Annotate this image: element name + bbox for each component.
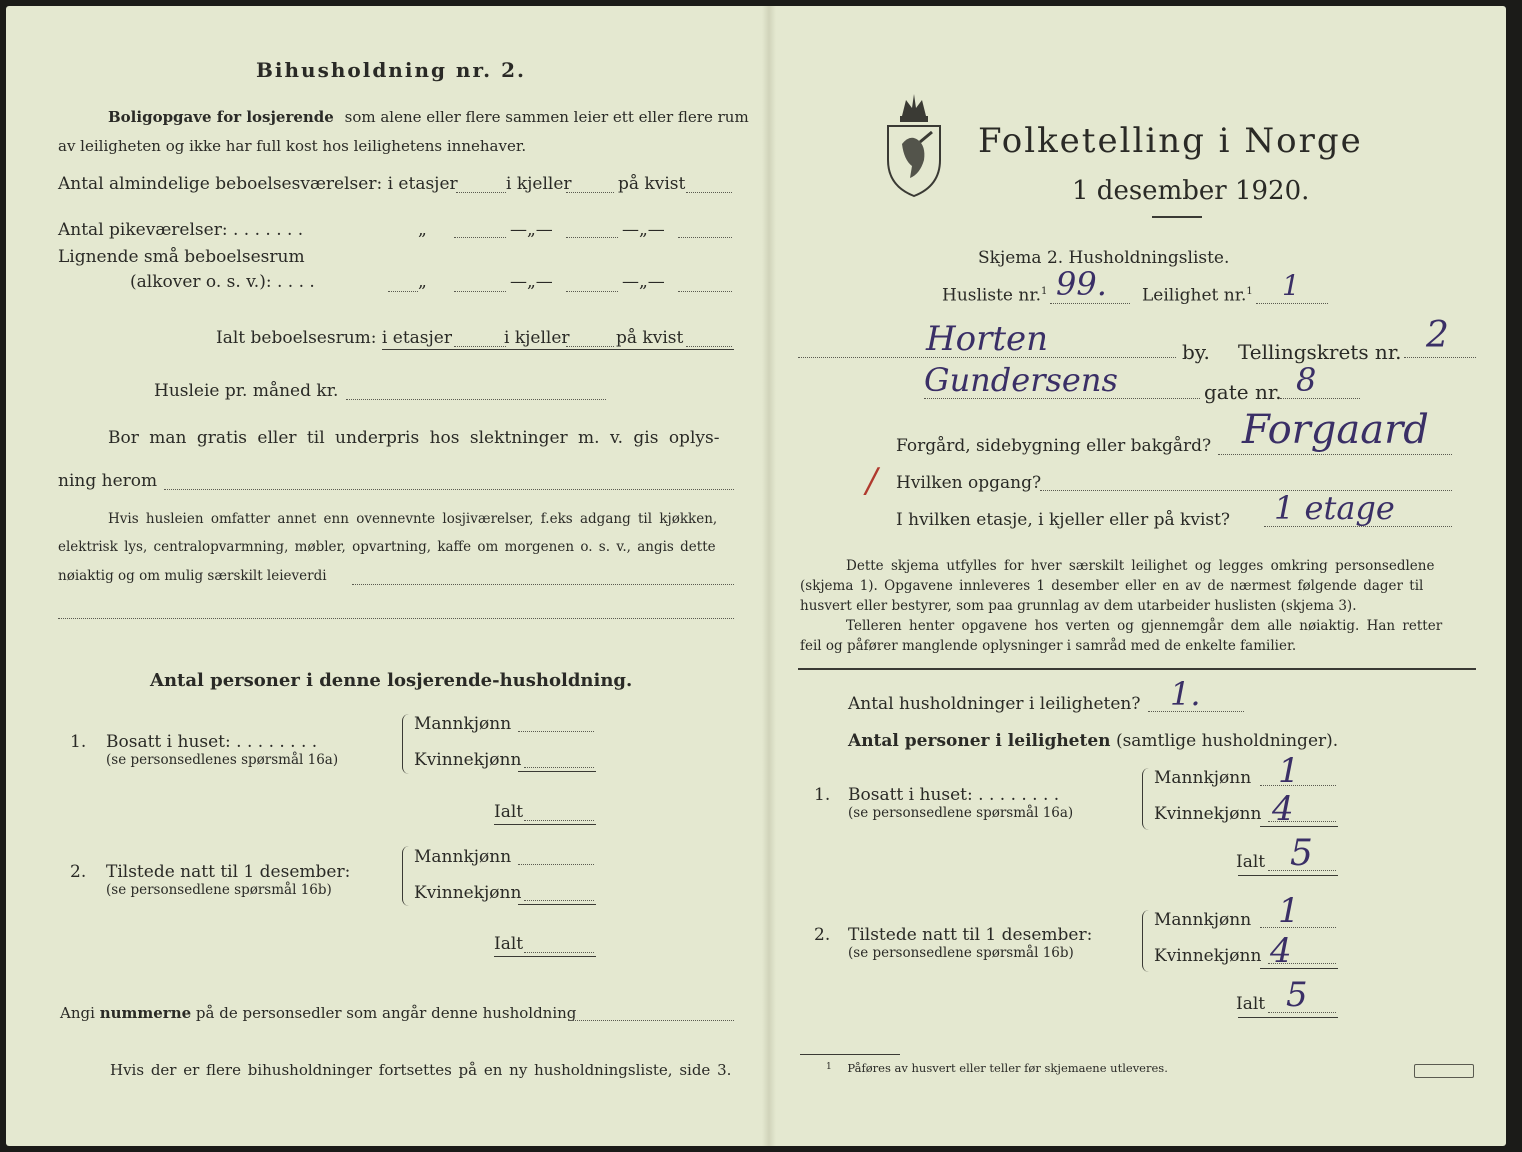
info-line-5: feil og påfører manglende oplysninger i samråd med de enkelte familier. (800, 638, 1297, 654)
hvis-line-1: Hvis husleien omfatter annet enn ovennevnte losjiværelser, f.eks adgang til kjøkken, (108, 511, 718, 527)
rooms-label: Antal almindelige beboelsesværelser: i etasjer (58, 174, 458, 194)
husliste-field[interactable] (1050, 303, 1130, 304)
right-tilstede-mann: Mannkjønn (1154, 910, 1252, 930)
left-bosatt-label: Bosatt i huset: . . . . . . . . (106, 732, 318, 752)
pike-ditto-3: —„— (622, 220, 665, 240)
info-line-4: Telleren henter opgavene hos verten og gjennemgår dem alle nøiaktig. Han retter (846, 618, 1443, 634)
right-bosatt-ref: (se personsedlene spørsmål 16a) (848, 805, 1074, 821)
right-tilstede-label: Tilstede natt til 1 desember: (848, 925, 1093, 945)
left-bosatt-kvinne-field[interactable] (524, 767, 594, 768)
left-intro (108, 110, 749, 125)
title-rule (1152, 216, 1202, 218)
by-label: by. (1182, 340, 1210, 364)
angi-pre: Angi (60, 1004, 95, 1022)
left-intro-bold: Boligopgave for losjerende (108, 108, 334, 126)
lignende-ditto: „ (418, 272, 427, 292)
page-fold (762, 6, 776, 1146)
pike-label: Antal pikeværelser: . . . . . . . (58, 220, 304, 240)
etasje-label: I hvilken etasje, i kjeller eller på kvist? (896, 510, 1231, 530)
footnote-rule (800, 1054, 900, 1055)
rooms-kjeller-field[interactable] (566, 192, 614, 193)
left-tilstede-ialt: Ialt (494, 934, 524, 954)
ialt-kjeller-field[interactable] (566, 346, 614, 347)
right-bosatt-kvinne-hw[interactable]: 4 (1272, 789, 1294, 829)
rooms-kjeller-label: i kjeller (506, 174, 572, 194)
right-tilstede-brace (1142, 910, 1149, 972)
leilighet-hw[interactable]: 1 (1282, 269, 1300, 302)
left-intro-rest: som alene eller flere sammen leier ett eller flere rum (344, 108, 749, 126)
left-bosatt-brace (402, 714, 409, 774)
right-tilstede-ref: (se personsedlene spørsmål 16b) (848, 945, 1074, 961)
leilighet-label (1142, 287, 1253, 305)
right-bosatt-sum-line (1260, 826, 1338, 827)
left-tilstede-label: Tilstede natt til 1 desember: (106, 862, 351, 882)
left-tilstede-mann: Mannkjønn (414, 847, 512, 867)
pike-etasjer-field[interactable] (454, 237, 506, 238)
right-tilstede-ialt: Ialt (1236, 994, 1266, 1014)
right-bosatt-mann-hw[interactable]: 1 (1278, 751, 1300, 791)
antal-personer-heading: Antal personer i denne losjerende-husholdning. (150, 670, 633, 691)
angi-bold: nummerne (99, 1004, 192, 1022)
rooms-kvist-field[interactable] (686, 192, 732, 193)
ialt-rooms-label: Ialt beboelsesrum: i etasjer (216, 328, 452, 348)
right-bosatt-ialt-line (1238, 875, 1338, 876)
printer-stamp (1414, 1064, 1474, 1078)
opgang-label: Hvilken opgang? (896, 473, 1042, 493)
angi-field[interactable] (568, 1020, 734, 1021)
angi-line (60, 1006, 576, 1021)
left-bosatt-ialt-field[interactable] (524, 820, 594, 821)
lignende-label-1: Lignende små beboelsesrum (58, 247, 305, 267)
antal-hush-hw[interactable]: 1. (1170, 675, 1201, 713)
left-tilstede-ref: (se personsedlene spørsmål 16b) (106, 882, 332, 898)
footnote (826, 1063, 1168, 1075)
ialt-etasjer-field[interactable] (454, 346, 506, 347)
tellingskrets-hw[interactable]: 2 (1426, 315, 1449, 356)
right-bosatt-label: Bosatt i huset: . . . . . . . . (848, 785, 1060, 805)
right-tilstede-kvinne: Kvinnekjønn (1154, 946, 1262, 966)
margin-mark-hw: / (866, 461, 878, 501)
antal-hush-label: Antal husholdninger i leiligheten? (848, 694, 1141, 714)
info-line-1: Dette skjema utfylles for hver særskilt leilighet og legges omkring personsedlene (846, 558, 1435, 574)
right-bosatt-num: 1. (814, 785, 831, 805)
bor-line-1: Bor man gratis eller til underpris hos slektninger m. v. gis oplys- (108, 428, 720, 448)
husliste-sup: 1 (1041, 286, 1048, 297)
etasje-hw[interactable]: 1 etage (1274, 489, 1395, 527)
lignende-ditto-2: —„— (510, 272, 553, 292)
forgaard-field[interactable] (1218, 454, 1452, 455)
right-bosatt-ialt: Ialt (1236, 852, 1266, 872)
leieverdi-field-2[interactable] (58, 618, 734, 619)
antal-pers-line (848, 733, 1338, 750)
forgaard-label: Forgård, sidebygning eller bakgård? (896, 436, 1212, 456)
footnote-sup: 1 (826, 1062, 832, 1072)
left-tilstede-brace (402, 846, 409, 906)
by-hw[interactable]: Horten (926, 319, 1049, 359)
pike-kvist-field[interactable] (678, 237, 732, 238)
gate-nr-hw[interactable]: 8 (1296, 361, 1317, 399)
left-bosatt-ref: (se personsedlenes spørsmål 16a) (106, 752, 339, 768)
gate-label: gate nr. (1204, 380, 1282, 404)
pike-ditto: „ (418, 220, 427, 240)
husliste-text: Husliste nr. (942, 285, 1042, 306)
norwegian-coat-of-arms-icon (884, 86, 944, 198)
forgaard-hw[interactable]: Forgaard (1242, 407, 1429, 453)
lignende-ditto-3: —„— (622, 272, 665, 292)
husliste-label (942, 287, 1047, 305)
leilighet-field[interactable] (1256, 303, 1328, 304)
husleie-field[interactable] (346, 399, 606, 400)
lignende-etasjer-field[interactable] (454, 291, 506, 292)
right-date: 1 desember 1920. (1072, 176, 1310, 206)
left-footer: Hvis der er flere bihusholdninger fortsettes på en ny husholdningsliste, side 3. (110, 1061, 732, 1079)
ialt-underline (382, 349, 734, 350)
left-tilstede-ialt-line (494, 956, 596, 957)
right-tilstede-ialt-hw[interactable]: 5 (1286, 975, 1308, 1015)
left-intro-line2: av leiligheten og ikke har full kost hos leilighetens innehaver. (58, 137, 527, 155)
footnote-text: Påføres av husvert eller teller før skjemaene utleveres. (847, 1061, 1168, 1075)
left-bosatt-mann: Mannkjønn (414, 714, 512, 734)
info-line-2: (skjema 1). Opgavene innleveres 1 desember eller en av de nærmest følgende dager til (800, 578, 1424, 594)
husliste-hw[interactable]: 99. (1056, 265, 1107, 303)
left-bosatt-mann-field[interactable] (518, 731, 594, 732)
ialt-kjeller-label: i kjeller (504, 328, 570, 348)
tellingskrets-field[interactable] (1404, 357, 1476, 358)
angi-post: på de personsedler som angår denne husholdning (195, 1004, 577, 1022)
right-bosatt-kvinne: Kvinnekjønn (1154, 804, 1262, 824)
leilighet-sup: 1 (1246, 286, 1253, 297)
gate-nr-field[interactable] (1280, 398, 1360, 399)
right-tilstede-sum-line (1260, 968, 1338, 969)
leieverdi-field[interactable] (352, 584, 734, 585)
rooms-kvist-label: på kvist (618, 174, 686, 194)
gate-hw[interactable]: Gundersens (924, 361, 1118, 399)
lignende-kjeller-field[interactable] (566, 291, 618, 292)
right-tilstede-mann-hw[interactable]: 1 (1278, 891, 1300, 931)
left-bosatt-sum-line (518, 771, 596, 772)
rooms-etasjer-field[interactable] (456, 192, 506, 193)
bor-field[interactable] (164, 489, 734, 490)
ialt-kvist-field[interactable] (686, 346, 732, 347)
hvis-line-3: nøiaktig og om mulig særskilt leieverdi (58, 568, 327, 584)
left-tilstede-ialt-field[interactable] (524, 952, 594, 953)
right-bosatt-ialt-hw[interactable]: 5 (1290, 833, 1313, 874)
antal-pers-rest: (samtlige husholdninger). (1115, 731, 1339, 751)
left-tilstede-num: 2. (70, 862, 87, 882)
tellingskrets-label: Tellingskrets nr. (1238, 340, 1402, 364)
right-tilstede-kvinne-hw[interactable]: 4 (1270, 931, 1292, 971)
lignende-pre-field[interactable] (388, 291, 418, 292)
hvis-line-2: elektrisk lys, centralopvarmning, møbler, opvartning, kaffe om morgenen o. s. v., angis dette (58, 539, 716, 555)
info-rule (798, 668, 1476, 670)
right-tilstede-ialt-line (1238, 1017, 1338, 1018)
left-bosatt-ialt-line (494, 824, 596, 825)
left-bosatt-num: 1. (70, 732, 87, 752)
lignende-kvist-field[interactable] (678, 291, 732, 292)
info-line-3: husvert eller bestyrer, som paa grunnlag av dem utarbeider huslisten (skjema 3). (800, 598, 1357, 614)
left-title: Bihusholdning nr. 2. (256, 58, 526, 82)
antal-pers-bold: Antal personer i leiligheten (848, 731, 1111, 751)
right-tilstede-num: 2. (814, 925, 831, 945)
husleie-label: Husleie pr. måned kr. (154, 381, 339, 401)
census-form-sheet (6, 6, 1506, 1146)
leilighet-text: Leilighet nr. (1142, 285, 1247, 306)
bor-line-2: ning herom (58, 471, 158, 491)
left-bosatt-ialt: Ialt (494, 802, 524, 822)
pike-ditto-2: —„— (510, 220, 553, 240)
left-tilstede-kvinne-field[interactable] (524, 900, 594, 901)
right-bosatt-mann: Mannkjønn (1154, 768, 1252, 788)
left-bosatt-kvinne: Kvinnekjønn (414, 750, 522, 770)
lignende-label-2: (alkover o. s. v.): . . . . (130, 272, 315, 292)
pike-kjeller-field[interactable] (566, 237, 618, 238)
skjema-label: Skjema 2. Husholdningsliste. (978, 248, 1230, 268)
ialt-kvist-label: på kvist (616, 328, 684, 348)
left-tilstede-sum-line (518, 904, 596, 905)
right-title: Folketelling i Norge (978, 121, 1363, 161)
right-bosatt-brace (1142, 768, 1149, 830)
left-tilstede-mann-field[interactable] (518, 864, 594, 865)
left-tilstede-kvinne: Kvinnekjønn (414, 883, 522, 903)
